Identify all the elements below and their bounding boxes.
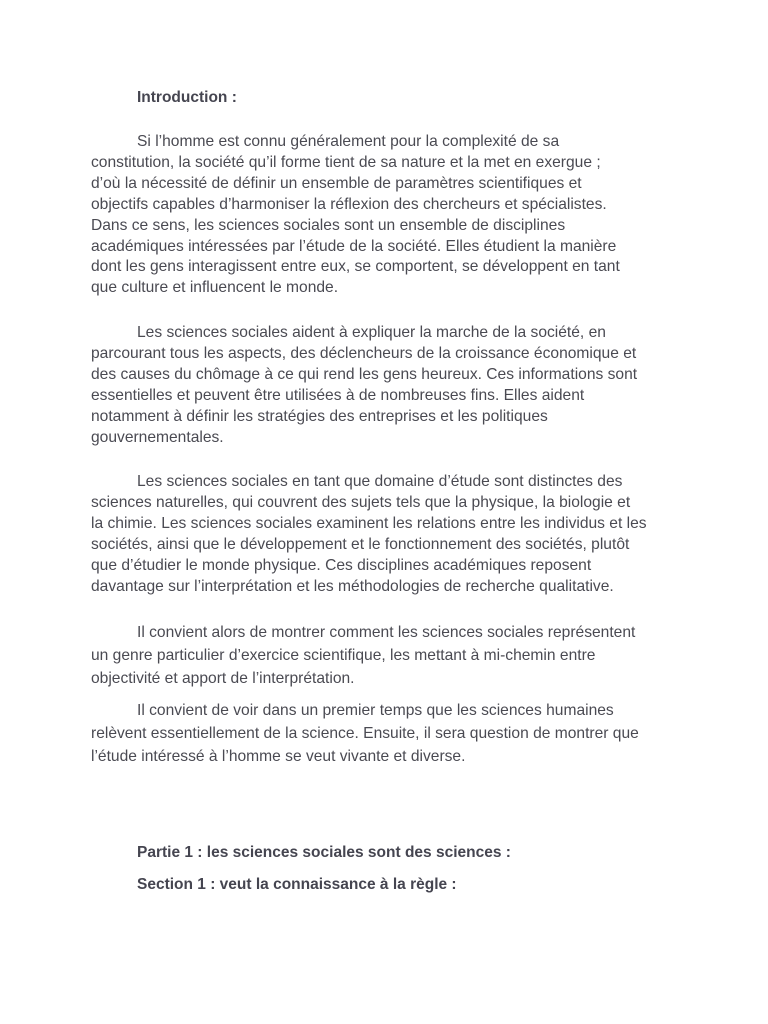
- paragraph-line: davantage sur l’interprétation et les méthodologies de recherche qualitative.: [91, 577, 614, 595]
- paragraph-line: sciences naturelles, qui couvrent des sujets tels que la physique, la biologie et: [91, 493, 631, 511]
- paragraph-line: d’où la nécessité de définir un ensemble de paramètres scientifiques et: [91, 174, 582, 192]
- paragraph-line: l’étude intéressé à l’homme se veut vivante et diverse.: [91, 748, 466, 765]
- paragraph-line: Les sciences sociales en tant que domaine d’étude sont distinctes des: [137, 473, 623, 490]
- paragraph-line: Il convient de voir dans un premier temps que les sciences humaines: [137, 702, 614, 719]
- paragraph-line: relèvent essentiellement de la science. Ensuite, il sera question de montrer que: [91, 725, 639, 742]
- paragraph-line: constitution, la société qu’il forme tient de sa nature et la met en exergue ;: [91, 153, 601, 171]
- paragraph-line: notamment à définir les stratégies des entreprises et les politiques: [91, 407, 548, 425]
- paragraph-line: la chimie. Les sciences sociales examinent les relations entre les individus et les: [91, 514, 647, 532]
- part-heading: Partie 1 : les sciences sociales sont des sciences :: [137, 844, 511, 861]
- paragraph-line: Il convient alors de montrer comment les sciences sociales représentent: [137, 624, 636, 641]
- paragraph-5: [91, 699, 675, 768]
- section-heading: Section 1 : veut la connaissance à la règle :: [137, 876, 457, 893]
- paragraph-2: [91, 323, 675, 448]
- paragraph-line: objectivité et apport de l’interprétation.: [91, 670, 355, 687]
- paragraph-line: des causes du chômage à ce qui rend les gens heureux. Ces informations sont: [91, 365, 638, 383]
- paragraph-line: parcourant tous les aspects, des déclencheurs de la croissance économique et: [91, 344, 637, 362]
- paragraph-line: essentielles et peuvent être utilisées à de nombreuses fins. Elles aident: [91, 386, 585, 404]
- paragraph-1: [91, 132, 675, 299]
- paragraph-line: que d’étudier le monde physique. Ces disciplines académiques reposent: [91, 556, 592, 574]
- paragraph-line: objectifs capables d’harmoniser la réflexion des chercheurs et spécialistes.: [91, 195, 607, 213]
- paragraph-line: Si l’homme est connu généralement pour la complexité de sa: [137, 133, 560, 150]
- paragraph-line: un genre particulier d’exercice scientifique, les mettant à mi-chemin entre: [91, 647, 596, 664]
- paragraph-line: sociétés, ainsi que le développement et le fonctionnement des sociétés, plutôt: [91, 535, 630, 553]
- paragraph-line: dont les gens interagissent entre eux, se comportent, se développent en tant: [91, 258, 620, 276]
- paragraph-line: Les sciences sociales aident à expliquer la marche de la société, en: [137, 324, 606, 341]
- paragraph-3: [91, 472, 675, 597]
- paragraph-line: que culture et influencent le monde.: [91, 279, 339, 297]
- intro-heading: Introduction :: [137, 89, 237, 106]
- paragraph-line: gouvernementales.: [91, 428, 224, 446]
- paragraph-line: Dans ce sens, les sciences sociales sont un ensemble de disciplines: [91, 216, 566, 234]
- paragraph-line: académiques intéressées par l’étude de la société. Elles étudient la manière: [91, 237, 617, 255]
- paragraph-4: [91, 621, 675, 690]
